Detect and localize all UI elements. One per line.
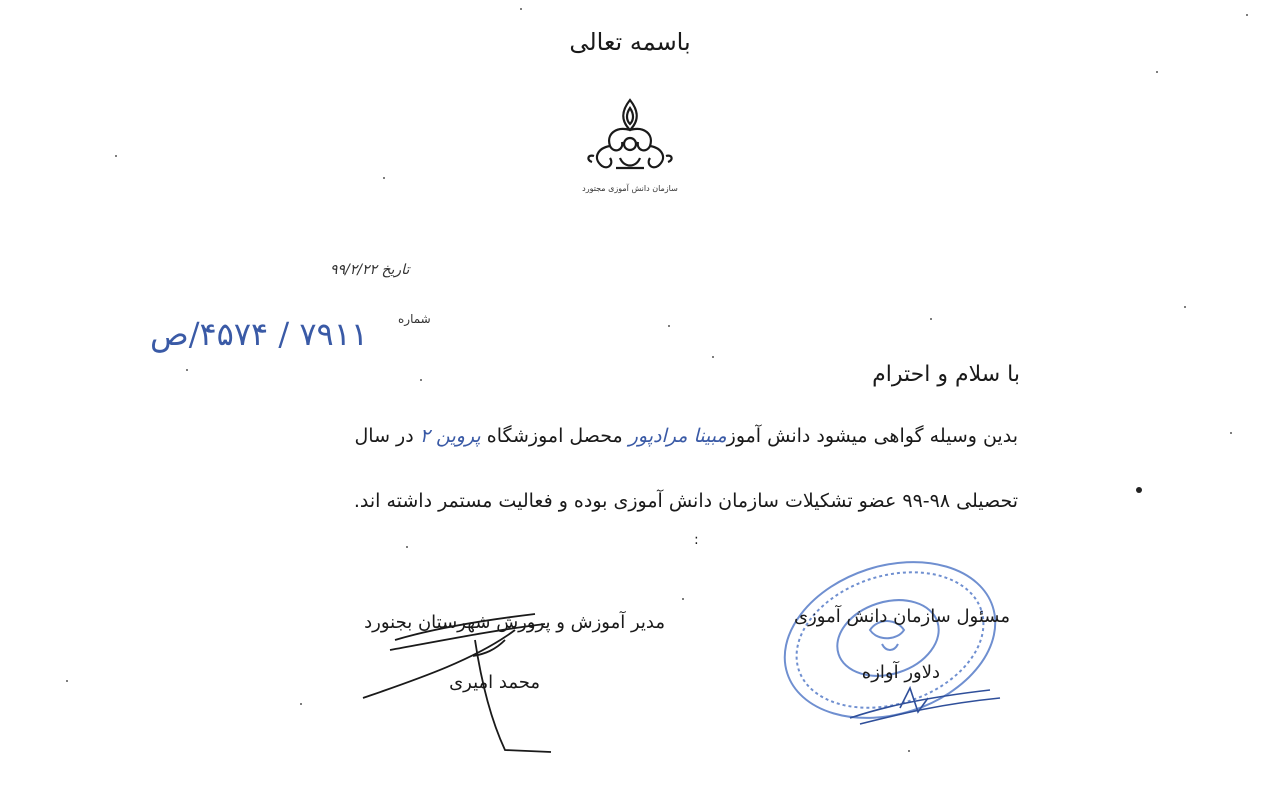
scan-speck (300, 703, 302, 705)
body-line-2: تحصیلی ۹۸-۹۹ عضو تشکیلات سازمان دانش آموزی بوده و فعالیت مستمر داشته اند. (353, 490, 1018, 512)
date-field: تاریخ ۹۹/۲/۲۲ (330, 262, 410, 278)
handwritten-letter-number: ۷۹۱۱ / ۴۵۷۴/ص (150, 315, 369, 353)
invocation-heading: باسمه تعالی (569, 28, 691, 56)
body-line-1-end: در سال (354, 425, 414, 447)
scan-speck (115, 155, 117, 157)
organization-logo (580, 96, 680, 182)
scan-speck (1246, 14, 1248, 16)
scan-speck (520, 8, 522, 10)
scan-speck (1184, 306, 1186, 308)
scan-speck (712, 356, 714, 358)
logo-caption: سازمان دانش آموزی مجتورد (582, 184, 678, 193)
left-signatory-name: دلاور آوازه (861, 662, 940, 683)
scan-speck (383, 177, 385, 179)
left-signature (840, 668, 1010, 732)
left-signatory-title: مسئول سازمان دانش آموزی (794, 606, 1010, 627)
scan-speck (186, 369, 188, 371)
scan-speck (66, 680, 68, 682)
scan-speck (682, 598, 684, 600)
margin-dot (1136, 487, 1142, 493)
student-name-handwritten: مبینا مرادپور (628, 425, 727, 447)
tick-mark: : (694, 532, 699, 548)
scan-speck (908, 750, 910, 752)
body-line-1 (300, 425, 1018, 447)
scan-speck (406, 546, 408, 548)
right-signatory-title: مدیر آموزش و پرورش شهرستان بجنورد (364, 612, 665, 633)
scan-speck (668, 325, 670, 327)
right-signature (355, 600, 565, 760)
number-label: شماره (398, 312, 431, 326)
school-name-handwritten: پروین ۲ (419, 425, 481, 447)
body-line-1-start: بدین وسیله گواهی میشود دانش آموز (726, 425, 1018, 447)
greeting-line: با سلام و احترام (872, 362, 1020, 387)
scan-speck (1156, 71, 1158, 73)
scan-speck (420, 379, 422, 381)
scan-speck (930, 318, 932, 320)
right-signatory-name: محمد امیری (449, 672, 540, 693)
scan-speck (1230, 432, 1232, 434)
body-line-1-middle: محصل اموزشگاه (486, 425, 623, 447)
